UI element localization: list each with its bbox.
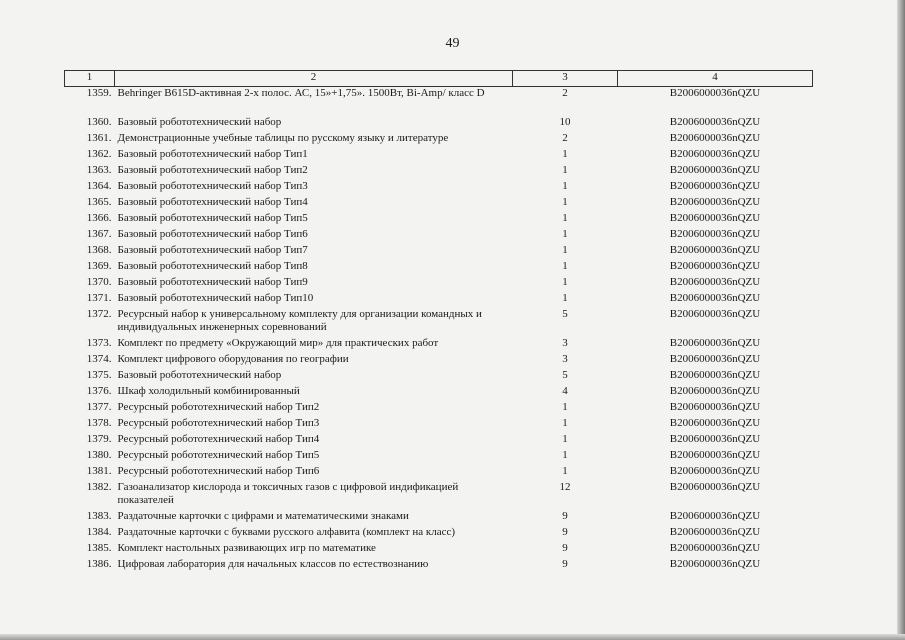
row-number: 1374. — [86, 353, 112, 365]
item-quantity: 1 — [562, 433, 568, 445]
item-quantity: 1 — [562, 244, 568, 256]
item-quantity: 1 — [562, 260, 568, 272]
item-quantity: 1 — [562, 228, 568, 240]
item-code: B2006000036nQZU — [669, 337, 761, 349]
table-row — [65, 449, 813, 465]
page-number: 49 — [445, 36, 460, 51]
item-name: Behringer B615D-активная 2-х полос. АС, 15»+1,75». 1500Вт, Bi-Amp/ класс D — [117, 87, 485, 99]
table-row — [65, 401, 813, 417]
item-code: B2006000036nQZU — [669, 449, 761, 461]
row-number: 1375. — [86, 369, 112, 381]
item-name: Базовый робототехнический набор Тип9 — [117, 276, 308, 288]
item-code: B2006000036nQZU — [669, 417, 761, 429]
row-number: 1369. — [86, 260, 112, 272]
item-code: B2006000036nQZU — [669, 276, 761, 288]
inventory-table — [64, 70, 813, 574]
item-quantity: 3 — [562, 337, 568, 349]
table-row — [65, 260, 813, 276]
table-row — [65, 433, 813, 449]
row-number: 1372. — [86, 308, 112, 320]
column-header-code: 4 — [618, 71, 813, 87]
table-row — [65, 196, 813, 212]
row-number: 1360. — [86, 116, 112, 128]
column-header-number: 1 — [65, 71, 115, 87]
item-code: B2006000036nQZU — [669, 196, 761, 208]
row-number: 1383. — [86, 510, 112, 522]
table-row — [65, 337, 813, 353]
item-quantity: 2 — [562, 87, 568, 99]
item-name: Шкаф холодильный комбинированный — [117, 385, 300, 397]
table-row — [65, 417, 813, 433]
item-name: Ресурсный набор к универсальному комплекту для организации командных и индивидуальных инженерных соревнований — [117, 308, 482, 333]
item-quantity: 1 — [562, 401, 568, 413]
table-row — [65, 212, 813, 228]
item-quantity: 9 — [562, 558, 568, 570]
table-row — [65, 542, 813, 558]
item-code: B2006000036nQZU — [669, 260, 761, 272]
row-number: 1380. — [86, 449, 112, 461]
table-row — [65, 116, 813, 132]
item-code: B2006000036nQZU — [669, 87, 761, 99]
table-row — [65, 180, 813, 196]
table-row — [65, 148, 813, 164]
item-code: B2006000036nQZU — [669, 353, 761, 365]
column-header-name: 2 — [115, 71, 513, 87]
item-name: Комплект цифрового оборудования по географии — [117, 353, 349, 365]
item-code: B2006000036nQZU — [669, 164, 761, 176]
item-code: B2006000036nQZU — [669, 212, 761, 224]
item-quantity: 1 — [562, 164, 568, 176]
table-row — [65, 292, 813, 308]
table-row — [65, 228, 813, 244]
row-number: 1382. — [86, 481, 112, 493]
item-quantity: 1 — [562, 148, 568, 160]
row-number: 1379. — [86, 433, 112, 445]
item-code: B2006000036nQZU — [669, 244, 761, 256]
item-quantity: 1 — [562, 417, 568, 429]
item-quantity: 9 — [562, 526, 568, 538]
item-code: B2006000036nQZU — [669, 481, 761, 493]
row-number: 1384. — [86, 526, 112, 538]
item-quantity: 1 — [562, 196, 568, 208]
row-number: 1373. — [86, 337, 112, 349]
row-number: 1385. — [86, 542, 112, 554]
item-name: Ресурсный робототехнический набор Тип2 — [117, 401, 320, 413]
column-header-quantity: 3 — [513, 71, 618, 87]
item-name: Ресурсный робототехнический набор Тип3 — [117, 417, 320, 429]
table-row — [65, 308, 813, 337]
table-row — [65, 510, 813, 526]
item-name: Комплект настольных развивающих игр по математике — [117, 542, 376, 554]
row-number: 1366. — [86, 212, 112, 224]
item-code: B2006000036nQZU — [669, 148, 761, 160]
row-number: 1378. — [86, 417, 112, 429]
item-quantity: 3 — [562, 353, 568, 365]
table-header-row — [65, 71, 813, 87]
page-edge-shadow-bottom — [0, 634, 905, 640]
item-name: Цифровая лаборатория для начальных классов по естествознанию — [117, 558, 429, 570]
item-quantity: 5 — [562, 308, 568, 320]
item-code: B2006000036nQZU — [669, 308, 761, 320]
table-row — [65, 87, 813, 117]
item-quantity: 12 — [559, 481, 571, 493]
item-name: Ресурсный робототехнический набор Тип4 — [117, 433, 320, 445]
row-number: 1377. — [86, 401, 112, 413]
row-number: 1381. — [86, 465, 112, 477]
item-name: Базовый робототехнический набор Тип8 — [117, 260, 308, 272]
table-row — [65, 526, 813, 542]
item-name: Базовый робототехнический набор Тип1 — [117, 148, 308, 160]
item-code: B2006000036nQZU — [669, 369, 761, 381]
table-row — [65, 385, 813, 401]
item-name: Базовый робототехнический набор Тип4 — [117, 196, 308, 208]
item-name: Комплект по предмету «Окружающий мир» для практических работ — [117, 337, 439, 349]
item-name: Ресурсный робототехнический набор Тип5 — [117, 449, 320, 461]
row-number: 1367. — [86, 228, 112, 240]
item-name: Ресурсный робототехнический набор Тип6 — [117, 465, 320, 477]
item-quantity: 9 — [562, 542, 568, 554]
item-code: B2006000036nQZU — [669, 292, 761, 304]
row-number: 1386. — [86, 558, 112, 570]
table-row — [65, 244, 813, 260]
table-row — [65, 481, 813, 510]
item-name: Базовый робототехнический набор Тип3 — [117, 180, 308, 192]
item-quantity: 4 — [562, 385, 568, 397]
item-name: Базовый робототехнический набор Тип6 — [117, 228, 308, 240]
row-number: 1361. — [86, 132, 112, 144]
row-number: 1370. — [86, 276, 112, 288]
row-number: 1359. — [86, 87, 112, 99]
item-code: B2006000036nQZU — [669, 180, 761, 192]
item-quantity: 1 — [562, 180, 568, 192]
row-number: 1368. — [86, 244, 112, 256]
table-row — [65, 164, 813, 180]
table-body — [65, 87, 813, 575]
item-name: Базовый робототехнический набор Тип5 — [117, 212, 308, 224]
item-code: B2006000036nQZU — [669, 401, 761, 413]
row-number: 1364. — [86, 180, 112, 192]
item-code: B2006000036nQZU — [669, 465, 761, 477]
item-code: B2006000036nQZU — [669, 385, 761, 397]
item-code: B2006000036nQZU — [669, 542, 761, 554]
page-edge-shadow-right — [897, 0, 905, 640]
item-name: Газоанализатор кислорода и токсичных газов с цифровой индификацией показателей — [117, 481, 459, 506]
table-row — [65, 558, 813, 574]
item-code: B2006000036nQZU — [669, 510, 761, 522]
item-name: Базовый робототехнический набор Тип10 — [117, 292, 314, 304]
item-name: Раздаточные карточки с буквами русского алфавита (комплект на класс) — [117, 526, 456, 538]
item-quantity: 1 — [562, 292, 568, 304]
item-code: B2006000036nQZU — [669, 116, 761, 128]
item-code: B2006000036nQZU — [669, 228, 761, 240]
row-number: 1365. — [86, 196, 112, 208]
item-code: B2006000036nQZU — [669, 558, 761, 570]
row-number: 1376. — [86, 385, 112, 397]
table-row — [65, 465, 813, 481]
item-name: Базовый робототехнический набор Тип2 — [117, 164, 308, 176]
item-quantity: 2 — [562, 132, 568, 144]
item-code: B2006000036nQZU — [669, 433, 761, 445]
table-row — [65, 369, 813, 385]
item-name: Базовый робототехнический набор — [117, 369, 282, 381]
table-row — [65, 276, 813, 292]
item-name: Раздаточные карточки с цифрами и математическими знаками — [117, 510, 409, 522]
row-number: 1363. — [86, 164, 112, 176]
table-row — [65, 132, 813, 148]
item-name: Базовый робототехнический набор Тип7 — [117, 244, 308, 256]
item-quantity: 5 — [562, 369, 568, 381]
item-quantity: 1 — [562, 212, 568, 224]
item-quantity: 9 — [562, 510, 568, 522]
item-code: B2006000036nQZU — [669, 526, 761, 538]
item-name: Демонстрационные учебные таблицы по русскому языку и литературе — [117, 132, 449, 144]
row-number: 1362. — [86, 148, 112, 160]
table-row — [65, 353, 813, 369]
item-code: B2006000036nQZU — [669, 132, 761, 144]
item-quantity: 10 — [559, 116, 571, 128]
item-name: Базовый робототехнический набор — [117, 116, 282, 128]
item-quantity: 1 — [562, 276, 568, 288]
item-quantity: 1 — [562, 449, 568, 461]
row-number: 1371. — [86, 292, 112, 304]
item-quantity: 1 — [562, 465, 568, 477]
